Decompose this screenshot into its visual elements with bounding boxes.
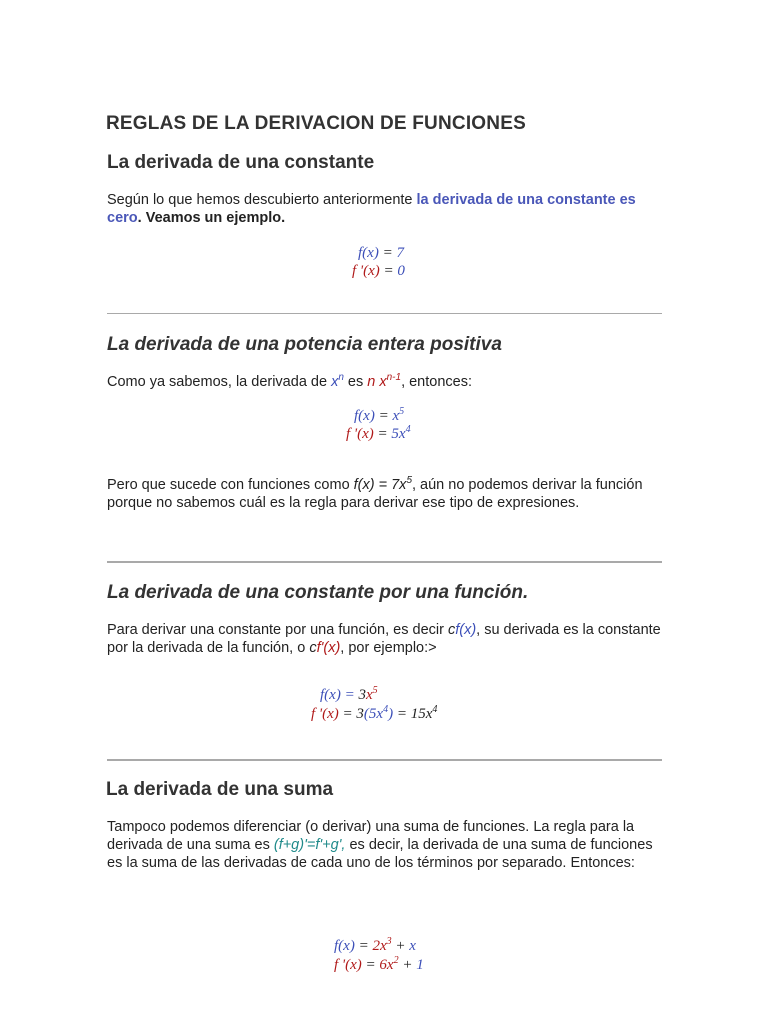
equation-result: = $15x^4$	[393, 704, 438, 722]
equation-equals: =	[374, 408, 393, 424]
paragraph-text: Pero que sucede con funciones como	[107, 477, 354, 493]
section-divider	[107, 759, 662, 761]
equation-line	[311, 705, 437, 723]
equation-equals: = 3	[338, 706, 364, 722]
equation-function: f(x)	[334, 938, 355, 954]
equation-term: $6x^2$	[379, 955, 399, 973]
section-divider	[107, 313, 662, 314]
paragraph-text: , su derivada es la constante por la derivada de la función, o	[107, 622, 661, 656]
equation-plus: +	[391, 938, 410, 954]
section-paragraph-power-2	[107, 476, 667, 512]
equation-line	[334, 956, 434, 974]
equation-plus: +	[398, 957, 417, 973]
section-paragraph-power	[107, 373, 667, 391]
equation-value: 0	[397, 263, 405, 279]
equation-term: $2x^3$	[372, 936, 392, 954]
equation-line	[354, 407, 404, 425]
equation-equals: =	[378, 245, 397, 261]
section-heading-constant-times-function: La derivada de una constante por una función.	[107, 582, 529, 603]
section-paragraph-sum	[107, 818, 667, 872]
section-divider	[107, 561, 662, 563]
equation-inner: $(5x^4)$	[363, 704, 394, 722]
equation-derivative: f '(x)	[352, 263, 380, 279]
paragraph-text: es	[343, 374, 368, 390]
equation-equals: =	[361, 957, 380, 973]
equation-function: f(x)	[358, 245, 379, 261]
equation-function: f(x) =	[320, 687, 359, 703]
equation-line	[346, 425, 411, 443]
equation-term: x	[409, 938, 416, 954]
paragraph-text: Según lo que hemos descubierto anteriormente	[107, 192, 417, 208]
math-inline: n $x^{n-1}$	[367, 372, 402, 390]
equation-function: f(x)	[354, 408, 375, 424]
equation-derivative: f '(x)	[334, 957, 362, 973]
paragraph-text: Tampoco podemos diferenciar (o derivar) una suma de funciones. La regla para la derivada de una suma es	[107, 819, 635, 853]
paragraph-text: . Veamos un ejemplo.	[137, 210, 286, 226]
equation-value: $x^5$	[392, 406, 405, 424]
section-paragraph-constant	[107, 191, 667, 227]
math-inline: $x^n$	[331, 372, 344, 390]
equation-line	[320, 686, 378, 704]
paragraph-text: Como ya sabemos, la derivada de	[107, 374, 332, 390]
equation-value: 7	[396, 245, 404, 261]
paragraph-text: , aún no podemos derivar la función porque no sabemos cuál es la regla para derivar ese tipo de expresiones.	[107, 477, 643, 511]
equation-constant: 3	[358, 687, 366, 703]
section-heading-power: La derivada de una potencia entera positiva	[107, 334, 502, 355]
equation-derivative: f '(x)	[311, 706, 339, 722]
math-inline: $f(x) = 7x^5$	[353, 475, 412, 493]
constant-rule-link[interactable]: la derivada de una constante es cero	[107, 192, 636, 226]
sum-rule-formula: (f+g)'=f'+g',	[273, 837, 346, 853]
section-heading-sum: La derivada de una suma	[106, 779, 334, 800]
section-paragraph-constant-times-function	[107, 621, 667, 657]
paragraph-text: , entonces:	[401, 374, 472, 390]
section-heading-constant: La derivada de una constante	[107, 152, 375, 173]
equation-term: 1	[416, 957, 424, 973]
equation-equals: =	[379, 263, 398, 279]
math-inline: cf'(x)	[309, 640, 341, 656]
page-title: REGLAS DE LA DERIVACION DE FUNCIONES	[106, 113, 526, 134]
equation-value: $5x^4$	[391, 424, 411, 442]
equation-value: $x^5$	[365, 685, 378, 703]
paragraph-text: Para derivar una constante por una función, es decir	[107, 622, 448, 638]
paragraph-text: , por ejemplo:>	[340, 640, 437, 656]
paragraph-text: es decir, la derivada de una suma de funciones es la suma de las derivadas de cada uno de los términos por separado. Entonces:	[107, 837, 653, 871]
math-inline: cf(x)	[447, 622, 477, 638]
equation-equals: =	[373, 426, 392, 442]
equation-line	[352, 262, 405, 280]
equation-line	[334, 937, 416, 955]
equation-line	[358, 244, 404, 262]
equation-derivative: f '(x)	[346, 426, 374, 442]
equation-equals: =	[354, 938, 373, 954]
